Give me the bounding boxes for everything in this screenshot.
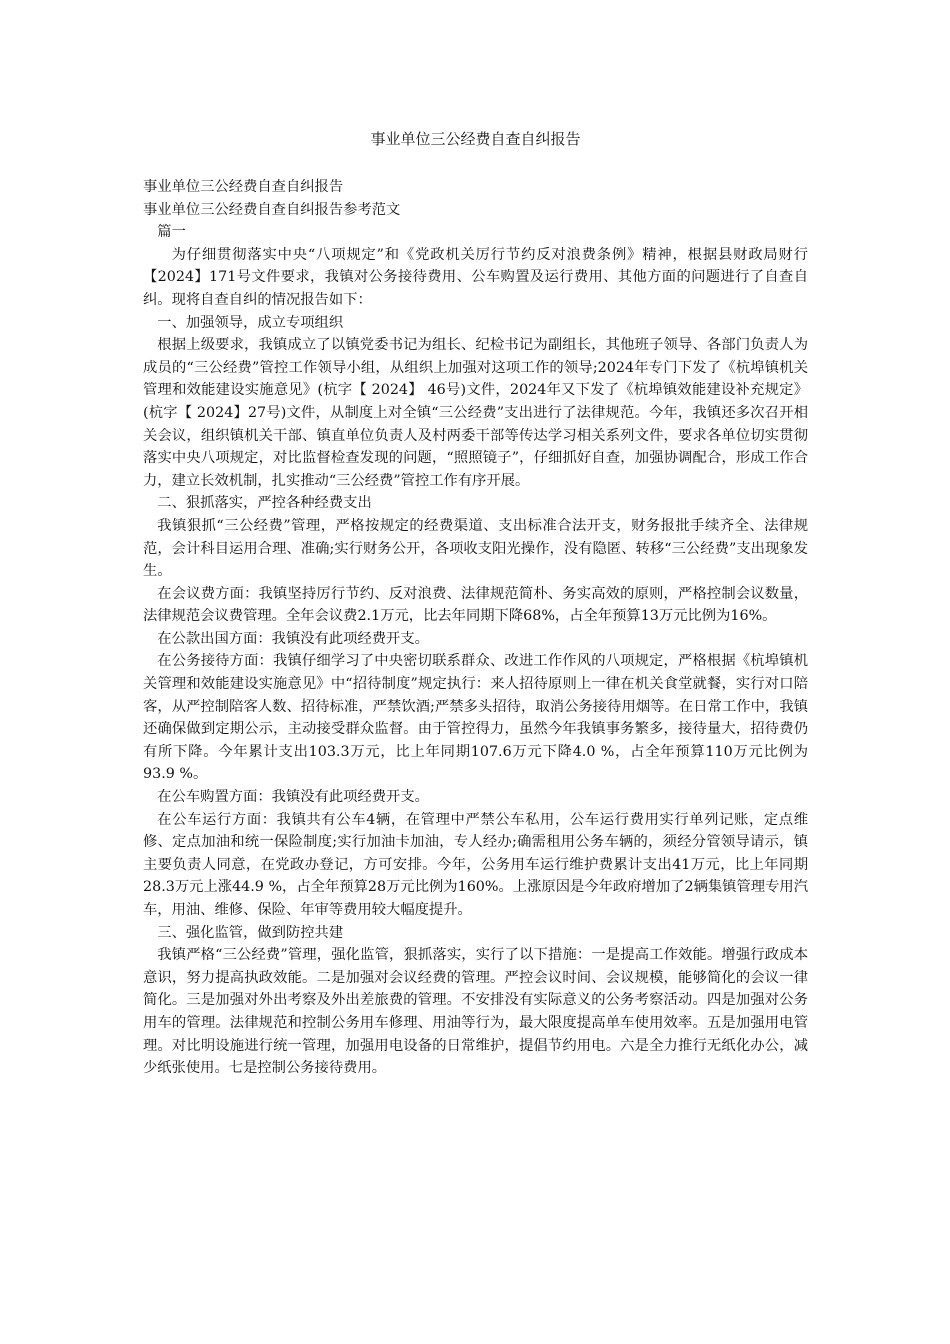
section-heading-3: 三、强化监管，做到防控共建 [157, 924, 344, 941]
section-heading-1: 一、加强领导，成立专项组织 [157, 314, 344, 331]
intro-paragraph: 为仔细贯彻落实中央“八项规定”和《党政机关厉行节约反对浪费条例》精神，根据县财政局财行【2024】171号文件要求，我镇对公务接待费用、公车购置及运行费用、其他方面的问题进行了自查自纠。现将自查自纠的情况报告如下： [143, 246, 808, 308]
subtitle-line-sample: 事业单位三公经费自查自纠报告参考范文 [143, 201, 401, 218]
paragraph: 我镇严格“三公经费”管理，强化监管，狠抓落实，实行了以下措施：一是提高工作效能。增强行政成本意识，努力提高执政效能。二是加强对会议经费的管理。严控会议时间、会议规模，能够简化的会议一律简化。三是加强对外出考察及外出差旅费的管理。不安排没有实际意义的公务考察活动。四是加强对公务用车的管理。法律规范和控制公务用车修理、用油等行为，最大限度提高单车使用效率。五是加强用电管理。对比明设施进行统一管理，加强用电设备的日常维护，提倡节约用电。六是全力推行无纸化办公，减少纸张使用。七是控制公务接待费用。 [143, 947, 808, 1077]
subtitle-line: 事业单位三公经费自查自纠报告 [143, 179, 344, 195]
part-label: 篇一 [157, 224, 186, 241]
document-title: 事业单位三公经费自查自纠报告 [370, 130, 581, 148]
paragraph: 根据上级要求，我镇成立了以镇党委书记为组长、纪检书记为副组长，其他班子领导、各部门负责人为成员的“三公经费”管控工作领导小组，从组织上加强对这项工作的领导;2024年专门下发了《杭埠镇机关管理和效能建设实施意见》(杭字【 2024】 46号)文件，2024年又下发了《杭埠镇效能建设补充规定》(杭字【 2024】27号)文件，从制度上对全镇“三公经费”支出进行了法律规范。今年，我镇还多次召开相关会议，组织镇机关干部、镇直单位负责人及村两委干部等传达学习相关系列文件，要求各单位切实贯彻落实中央八项规定，对比监督检查发现的问题，“照照镜子”，仔细抓好自查，加强协调配合，形成工作合力，建立长效机制，扎实推动“三公经费”管控工作有序开展。 [143, 337, 808, 489]
paragraph: 在公务接待方面：我镇仔细学习了中央密切联系群众、改进工作作风的八项规定，严格根据《杭埠镇机关管理和效能建设实施意见》中“招待制度”规定执行：来人招待原则上一律在机关食堂就餐，实行对口陪客，从严控制陪客人数、招待标准，严禁饮酒;严禁多头招待，取消公务接待用烟等。在日常工作中，我镇还确保做到定期公示，主动接受群众监督。由于管控得力，虽然今年我镇事务繁多，接待量大，招待费仍有所下降。今年累计支出103.3万元，比上年同期107.6万元下降4.0 %，占全年预算110万元比例为93.9 %。 [143, 653, 808, 783]
paragraph: 在会议费方面：我镇坚持厉行节约、反对浪费、法律规范简朴、务实高效的原则，严格控制会议数量，法律规范会议费管理。全年会议费2.1万元，比去年同期下降68%，占全年预算13万元比例为16%。 [143, 585, 808, 625]
section-heading-2: 二、狠抓落实，严控各种经费支出 [157, 495, 372, 512]
document-body [143, 176, 808, 1080]
paragraph: 在公车运行方面：我镇共有公车4辆，在管理中严禁公车私用，公车运行费用实行单列记账，定点维修、定点加油和统一保险制度;实行加油卡加油，专人经办;确需租用公务车辆的，须经分管领导请示，镇主要负责人同意，在党政办登记，方可安排。今年，公务用车运行维护费累计支出41万元，比上年同期28.3万元上涨44.9 %，占全年预算28万元比例为160%。上涨原因是今年政府增加了2辆集镇管理专用汽车，用油、维修、保险、年审等费用较大幅度提升。 [143, 811, 809, 918]
paragraph: 我镇狠抓“三公经费”管理，严格按规定的经费渠道、支出标准合法开支，财务报批手续齐全、法律规范，会计科目运用合理、准确;实行财务公开，各项收支阳光操作，没有隐匿、转移“三公经费”支出现象发生。 [143, 517, 808, 580]
paragraph: 在公款出国方面：我镇没有此项经费开支。 [157, 630, 429, 647]
paragraph: 在公车购置方面：我镇没有此项经费开支。 [157, 789, 429, 806]
